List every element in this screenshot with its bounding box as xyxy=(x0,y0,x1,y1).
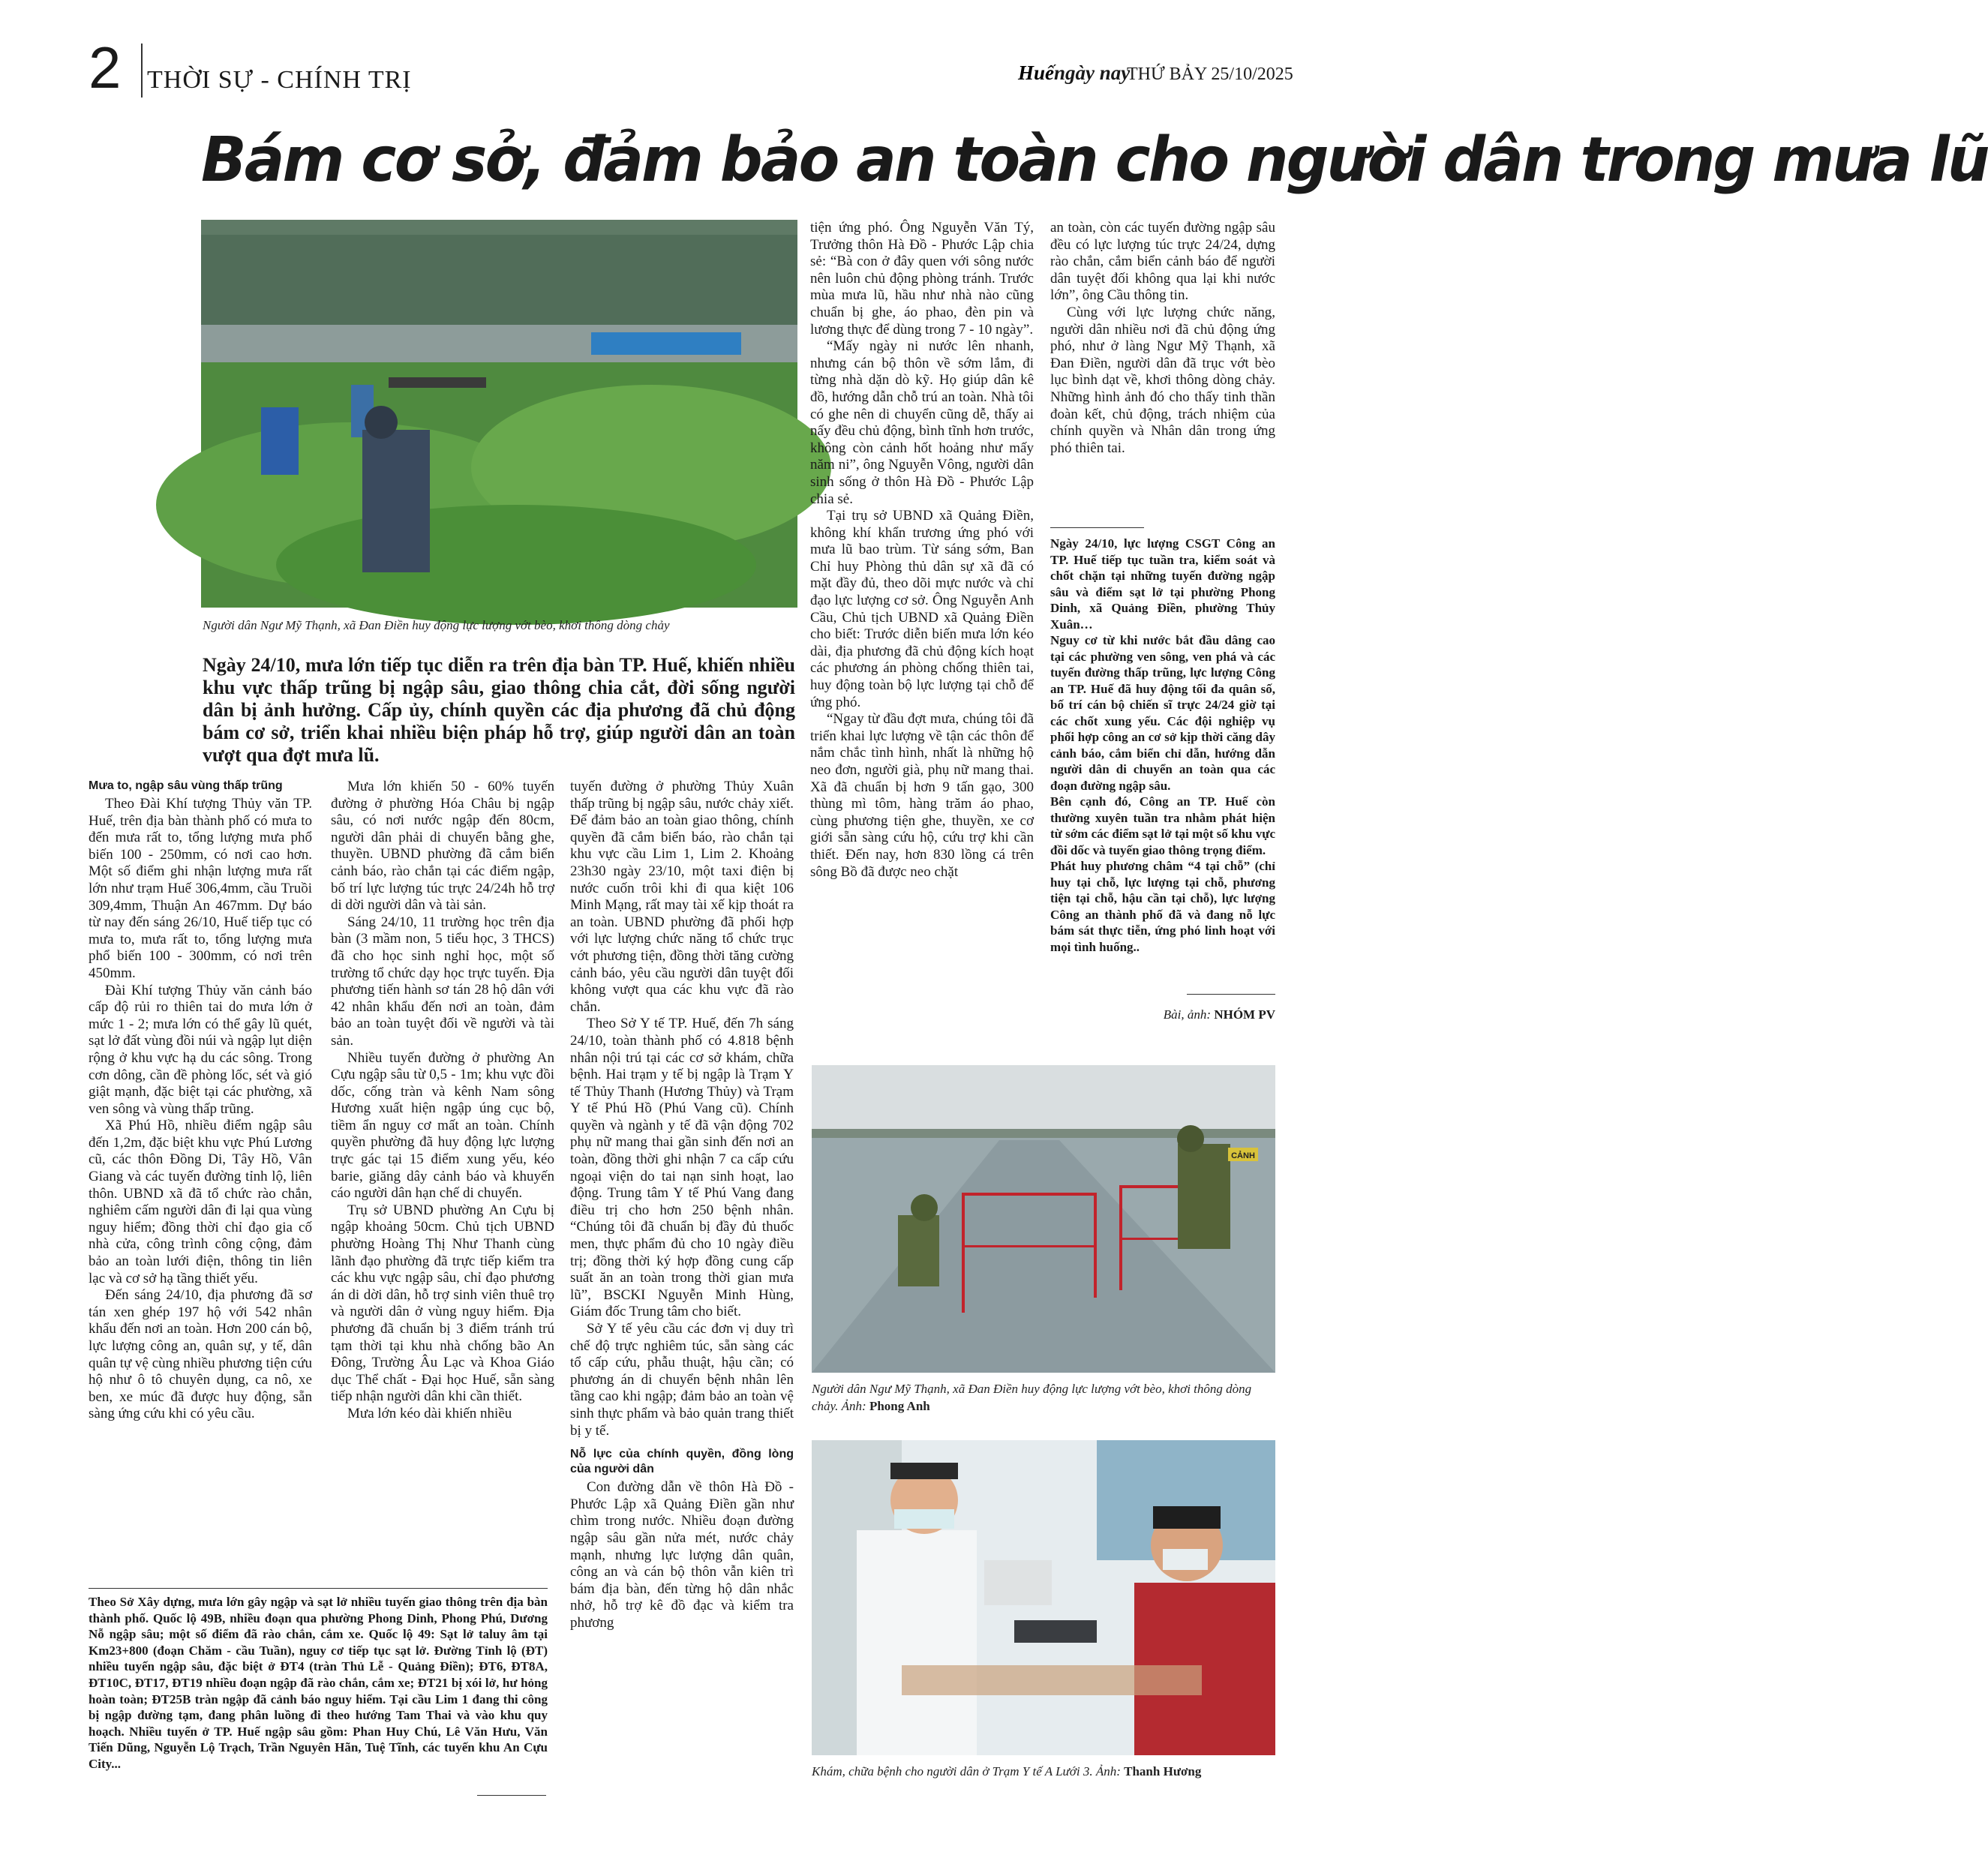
paragraph: Theo Sở Y tế TP. Huế, đến 7h sáng 24/10, toàn thành phố có 4.818 bệnh nhân nội trú tại các cơ sở khám, chữa bệnh. Hai trạm y tế bị ngập là Trạm Y tế Thủy Thanh (Hương Thủy) và Trạm Y tế Phú Hồ (Phú Vang cũ). Chính quyền và ngành y tế đã vận động 702 phụ nữ mang thai gần sinh đến nơi an toàn, đồng thời ghi nhận 7 ca cấp cứu ngoại viện do tai nạn sinh hoạt, lao động. Trung tâm Y tế Phú Vang đang điều trị cho hơn 250 bệnh nhân. “Chúng tôi đã chuẩn bị đầy đủ thuốc men, thực phẩm đủ cho 10 ngày điều trị; đồng thời ký hợp đồng cung cấp suất ăn an toàn trong thời gian mưa lũ”, BSCKI Nguyễn Minh Hùng, Giám đốc Trung tâm cho biết. xyxy=(570,1016,794,1320)
brand-suffix: ngày nay xyxy=(1054,62,1131,84)
header-divider xyxy=(141,44,143,98)
paragraph: tiện ứng phó. Ông Nguyễn Văn Tý, Trưởng thôn Hà Đồ - Phước Lập chia sẻ: “Bà con ở đây quen với sông nước nên luôn chủ động phòng tránh. Trước mùa mưa lũ, hầu như nhà nào cũng chuẩn bị ghe, áo phao, đèn pin và lương thực để dùng trong 7 - 10 ngày”. xyxy=(810,220,1034,338)
byline xyxy=(1050,1007,1275,1022)
top-photo-caption: Người dân Ngư Mỹ Thạnh, xã Đan Điền huy động lực lượng vớt bèo, khơi thông dòng chảy xyxy=(203,618,670,632)
paragraph: Xã Phú Hồ, nhiều điểm ngập sâu đến 1,2m, đặc biệt khu vực Phú Lương cũ, các thôn Đồng Di, Tây Hồ, Vân Giang và các tuyến đường tỉnh lộ, liên thôn. UBND xã đã tổ chức rào chắn, nghiêm cấm người dân đi lại qua vùng nguy hiểm; đồng thời chỉ đạo gia cố nhà cửa, công trình công cộng, đảm bảo an toàn lưới điện, thông tin liên lạc và cơ sở hạ tầng thiết yếu. xyxy=(89,1118,312,1286)
subhead-heavy-rain: Mưa to, ngập sâu vùng thấp trũng xyxy=(89,779,283,792)
clinic-photo xyxy=(812,1440,1275,1755)
newspaper-brand xyxy=(1018,62,1130,85)
paragraph: tuyến đường ở phường Thủy Xuân thấp trũng bị ngập sâu, nước chảy xiết. Để đảm bảo an toàn giao thông, chính quyền đã cắm biển báo, rào chắn tại khu vực cầu Lim 1, Lim 2. Khoảng 23h30 ngày 23/10, một taxi điện bị nước cuốn trôi khi đi qua kiệt 106 Minh Mạng, rất may tài xế kịp thoát ra an toàn. UBND phường đã phối hợp với lực lượng chức năng tổ chức trục vớt phương tiện, đồng thời tăng cường cảnh báo, yêu cầu người dân tuyệt đối không vượt qua các khu vực đã rào chắn. xyxy=(570,779,794,1015)
clinic-illustration xyxy=(812,1440,1275,1755)
byline-label: Bài, ảnh: xyxy=(1163,1007,1212,1022)
sidebar-paragraph: Phát huy phương châm “4 tại chỗ” (chỉ huy tại chỗ, lực lượng tại chỗ, phương tiện tại chỗ, hậu cần tại chỗ), lực lượng Công an thành phố đã và đang nỗ lực bám sát thực tiễn, ứng phó linh hoạt với mọi tình huống.. xyxy=(1050,859,1275,954)
paragraph: Cùng với lực lượng chức năng, người dân nhiều nơi đã chủ động ứng phó, như ở làng Ngư Mỹ Thạnh, xã Đan Điền, người dân đã trục vớt bèo lục bình dạt về, khơi thông dòng chảy. Những hình ảnh đó cho thấy tinh thần đoàn kết, chủ động, trách nhiệm của chính quyền và Nhân dân trong ứng phó thiên tai. xyxy=(1050,304,1275,456)
column-5 xyxy=(1050,220,1275,457)
top-photo xyxy=(201,220,797,608)
column-1 xyxy=(89,779,312,1423)
paragraph: Đài Khí tượng Thủy văn cảnh báo cấp độ rủi ro thiên tai do mưa lớn ở mức 1 - 2; mưa lớn có thể gây lũ quét, sạt lở đất vùng đồi núi và ngập lụt diện rộng ở khu vực hạ du các sông. Trong cơn dông, cần đề phòng lốc, sét và gió giật mạnh, đặc biệt tại các phường, xã ven sông và vùng thấp trũng. xyxy=(89,982,312,1117)
paragraph: Theo Đài Khí tượng Thủy văn TP. Huế, trên địa bàn thành phố có mưa to đến mưa rất to, tổng lượng mưa phổ biến 100 - 250mm, có nơi cao hơn. Một số điểm ghi nhận lượng mưa rất lớn như trạm Huế 306,4mm, cầu Truồi 309,4mm, Thuận An 467mm. Dự báo từ nay đến sáng 26/10, Huế tiếp tục có mưa to, mưa rất to, tổng lượng mưa phổ biến 100 - 300mm, có nơi trên 450mm. xyxy=(89,796,312,981)
article-headline: Bám cơ sở, đảm bảo an toàn cho người dân trong mưa lũ xyxy=(201,125,1988,196)
caption-text: Người dân Ngư Mỹ Thạnh, xã Đan Điền huy động lực lượng vớt bèo, khơi thông dòng chảy. Ảnh: xyxy=(812,1382,1252,1413)
section-title: THỜI SỰ - CHÍNH TRỊ xyxy=(147,66,412,94)
paragraph: Mưa lớn kéo dài khiến nhiều xyxy=(347,1405,512,1421)
clinic-caption xyxy=(812,1763,1275,1780)
byline-divider xyxy=(1187,994,1275,995)
paragraph: Tại trụ sở UBND xã Quảng Điền, không khí khẩn trương ứng phó với mưa lũ bao trùm. Từ sáng sớm, Ban Chỉ huy Phòng thủ dân sự xã đã có mặt đầy đủ, theo dõi mực nước và chỉ đạo lực lượng cơ sở. Ông Nguyễn Anh Cầu, Chủ tịch UBND xã Quảng Điền cho biết: Trước diễn biến mưa lớn kéo dài, địa phương đã chủ động kích hoạt các phương án phòng chống thiên tai, huy động toàn bộ lực lượng tại chỗ để ứng phó. xyxy=(810,508,1034,710)
brand-prefix: Huế xyxy=(1018,62,1055,84)
sidebar-paragraph: Ngày 24/10, lực lượng CSGT Công an TP. Huế tiếp tục tuần tra, kiểm soát và chốt chặn tại những tuyến đường ngập sâu và điểm sạt lở tại phường Phong Dinh, xã Quảng Điền, phường Thủy Xuân… xyxy=(1050,536,1275,632)
article-lead: Ngày 24/10, mưa lớn tiếp tục diễn ra trên địa bàn TP. Huế, khiến nhiều khu vực thấp trũng bị ngập sâu, giao thông chia cắt, đời sống người dân bị ảnh hưởng. Cấp ủy, chính quyền các địa phương đã chủ động bám cơ sở, triển khai nhiều biện pháp hỗ trợ, giúp người dân an toàn vượt qua đợt mưa lũ. xyxy=(203,654,795,766)
subhead-local-effort: Nỗ lực của chính quyền, đồng lòng của người dân xyxy=(570,1448,794,1476)
issue-date: THỨ BẢY 25/10/2025 xyxy=(1127,65,1293,84)
paragraph: Đến sáng 24/10, địa phương đã sơ tán xen ghép 197 hộ với 542 nhân khẩu đến nơi an toàn. Hơn 200 cán bộ, lực lượng công an, quân sự, y tế, dân quân tự vệ cùng nhiều phương tiện cứu hộ như ô tô chuyên dụng, ca nô, xe ben, xe múc đã được huy động, sẵn sàng ứng cứu khi có yêu cầu. xyxy=(89,1287,312,1422)
column-4 xyxy=(810,220,1034,881)
paragraph: Con đường dẫn về thôn Hà Đồ - Phước Lập xã Quảng Điền gần như chìm trong nước. Nhiều đoạn đường ngập sâu gần nửa mét, nước chảy mạnh, nhưng lực lượng dân quân, công an và cán bộ thôn vẫn kiên trì bám địa bàn, đến từng hộ dân nhắc nhở, hỗ trợ kê đồ đạc và kiểm tra phương xyxy=(570,1479,794,1631)
infobox-top-rule xyxy=(89,1588,548,1589)
gate-sign-text: CẢNH xyxy=(1231,1151,1255,1160)
photo-credit: Thanh Hương xyxy=(1124,1764,1202,1778)
police-sidebar xyxy=(1050,536,1275,955)
paragraph: “Mấy ngày ni nước lên nhanh, nhưng cán bộ thôn về sớm lắm, đi từng nhà dặn dò kỹ. Họ giúp dân kê đồ, hướng dẫn chỗ trú an toàn. Nhà tôi có ghe nên di chuyển cũng dễ, thấy ai nấy đều chủ động, bình tĩnh hơn trước, không còn cảnh hốt hoảng như mấy năm ni”, ông Nguyễn Vông, người dân sinh sống ở thôn Hà Đồ - Phước Lập chia sẻ. xyxy=(810,338,1034,507)
paragraph: an toàn, còn các tuyến đường ngập sâu đều có lực lượng túc trực 24/24, dựng rào chắn, cắm biển cảnh báo để người dân tuyệt đối không qua lại khi nước lớn”, ông Cầu thông tin. xyxy=(1050,220,1275,304)
paragraph: “Ngay từ đầu đợt mưa, chúng tôi đã triển khai lực lượng về tận các thôn để nắm chắc tình hình, nhất là những hộ neo đơn, người già, phụ nữ mang thai. Xã đã chuẩn bị hơn 9 tấn gạo, 300 thùng mì tôm, hàng trăm áo phao, cùng phương tiện ghe, thuyền, xe cơ giới sẵn sàng cứu hộ, cứu trợ khi cần thiết. Đến nay, hơn 830 lồng cá trên sông Bồ đã được neo chặt xyxy=(810,711,1034,880)
infobox-traffic: Theo Sở Xây dựng, mưa lớn gây ngập và sạt lở nhiều tuyến giao thông trên địa bàn thành phố. Quốc lộ 49B, nhiều đoạn qua phường Phong Dinh, Phong Phú, Dương Nỗ ngập sâu; một số điểm đã rào chắn, cắm xe. Quốc lộ 49: Sạt lở taluy âm tại Km23+800 (đoạn Chăm - cầu Tuần), nguy cơ tiếp tục sạt lở. Đường Tỉnh lộ (ĐT) nhiều tuyến ngập sâu, đặc biệt ở ĐT4 (tràn Thủ Lễ - Quảng Điền); ĐT6, ĐT8A, ĐT10C, ĐT17, ĐT19 nhiều đoạn ngập đã rào chắn, cắm xe; ĐT21 bị xói lở, hư hỏng hoàn toàn; ĐT25B tràn ngập đã cảnh báo nguy hiểm. Tại cầu Lim 1 đang thi công bị ngập đường tạm, đang phân luồng đi theo hướng Tam Thai và vào khu quy hoạch. Nhiều tuyến ở TP. Huế ngập sâu gồm: Phan Huy Chú, Lê Văn Hưu, Văn Tiến Dũng, Nguyễn Lộ Trạch, Trần Nguyên Hãn, Tuệ Tĩnh, các tuyến khu An Cựu City... xyxy=(89,1595,548,1771)
page-number: 2 xyxy=(89,35,122,101)
photo-credit: Phong Anh xyxy=(869,1399,930,1413)
flooded-road-caption xyxy=(812,1380,1275,1415)
caption-text: Khám, chữa bệnh cho người dân ở Trạm Y tế A Lưới 3. Ảnh: xyxy=(812,1764,1121,1778)
column-2 xyxy=(331,779,554,1423)
river-hyacinth-illustration xyxy=(201,220,797,608)
paragraph: Sáng 24/10, 11 trường học trên địa bàn (3 mầm non, 5 tiểu học, 3 THCS) đã cho học sinh nghỉ học, một số trường tổ chức dạy học trực tuyến. Địa phương tiến hành sơ tán 28 hộ dân với 42 nhân khẩu đến nơi an toàn, đảm bảo an toàn tuyệt đối về người và tài sản. xyxy=(331,914,554,1049)
flooded-road-photo xyxy=(812,1065,1275,1373)
sidebar-divider xyxy=(1050,527,1144,528)
sidebar-paragraph: Bên cạnh đó, Công an TP. Huế còn thường xuyên tuần tra nhằm phát hiện từ sớm các điểm sạt lở tại một số khu vực đồi dốc và tuyến giao thông trọng điểm. xyxy=(1050,794,1275,857)
paragraph: Mưa lớn khiến 50 - 60% tuyến đường ở phường Hóa Châu bị ngập sâu, có nơi nước ngập đến 80cm, người dân phải di chuyển bằng ghe, thuyền. UBND phường đã cắm biển cảnh báo, rào chắn tại các điểm ngập, bố trí lực lượng túc trực 24/24h hỗ trợ di dời người dân và tài sản. xyxy=(331,779,554,914)
paragraph: Nhiều tuyến đường ở phường An Cựu ngập sâu từ 0,5 - 1m; khu vực đồi dốc, cống tràn và kênh Nam sông Hương xuất hiện ngập úng cục bộ, tiềm ẩn nguy cơ mất an toàn. Chính quyền phường đã huy động lực lượng trực gác tại 15 điểm xung yếu, kéo barie, giăng dây cảnh báo và khuyến cáo người dân hạn chế di chuyển. xyxy=(331,1049,554,1202)
infobox-bottom-rule xyxy=(477,1795,546,1796)
paragraph: Sở Y tế yêu cầu các đơn vị duy trì chế độ trực nghiêm túc, sẵn sàng các tổ cấp cứu, phẫu thuật, hậu cần; có phương án di chuyển bệnh nhân lên tầng cao khi ngập; đảm bảo an toàn vệ sinh thực phẩm và bảo quản trang thiết bị y tế. xyxy=(570,1321,794,1439)
paragraph: Trụ sở UBND phường An Cựu bị ngập khoảng 50cm. Chủ tịch UBND phường Hoàng Thị Như Thanh cùng lãnh đạo phường đã trực tiếp kiểm tra các khu vực ngập sâu, chỉ đạo phương án di dời dân, hỗ trợ sinh viên thuê trọ và người dân ở vùng nguy hiểm. Địa phương đã chuẩn bị 3 điểm tránh trú tạm thời tại khu nhà chống bão An Đông, Trường Âu Lạc và Khoa Giáo dục Thể chất - Đại học Huế, sẵn sàng tiếp nhận người dân khi cần thiết. xyxy=(331,1202,554,1405)
column-3 xyxy=(570,779,794,1632)
byline-name: NHÓM PV xyxy=(1214,1007,1275,1022)
flooded-road-illustration xyxy=(812,1065,1275,1373)
sidebar-paragraph: Nguy cơ từ khi nước bắt đầu dâng cao tại các phường ven sông, ven phá và các tuyến đường thấp trũng, lực lượng Công an TP. Huế đã huy động tối đa quân số, bố trí cán bộ chiến sĩ trực 24/24 giờ tại các chốt xung yếu. Các đội nghiệp vụ phối hợp công an cơ sở kịp thời căng dây cảnh báo, cắm biển chỉ dẫn, hướng dẫn người dân di chuyển an toàn qua các đoạn đường ngập sâu. xyxy=(1050,633,1275,793)
